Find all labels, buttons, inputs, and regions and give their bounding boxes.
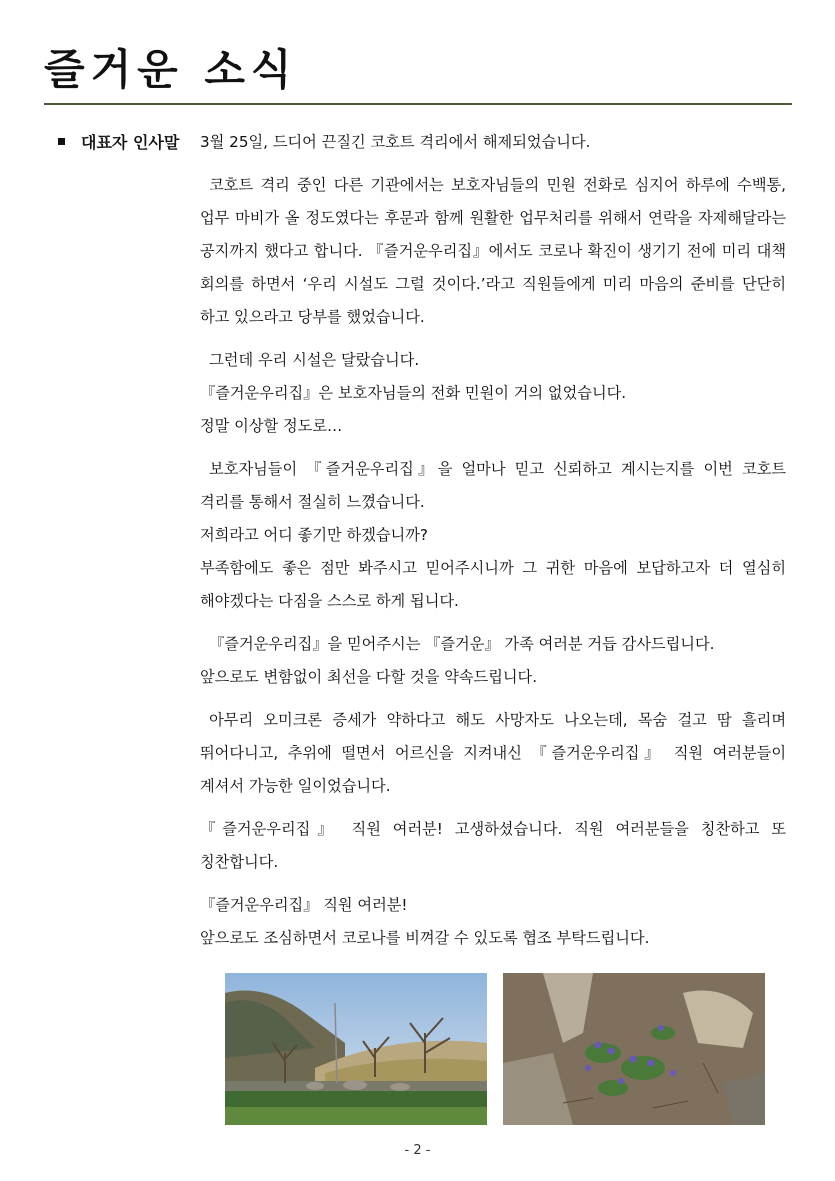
square-bullet-icon [58, 138, 65, 145]
paragraph-3-line-2: 『즐거운우리집』은 보호자님들의 전화 민원이 거의 없었습니다. [200, 384, 627, 402]
paragraph-7: 『즐거운우리집』 직원 여러분! 고생하셨습니다. 직원 여러분들을 칭찬하고 또 칭찬합니다. [200, 820, 786, 871]
paragraph-6: 아무리 오미크론 증세가 약하다고 해도 사망자도 나오는데, 목숨 걸고 땀 흘리며 뛰어다니고, 추위에 떨면서 어르신을 지켜내신 『즐거운우리집』 직원 여러분들이 계셔서 가능한 일이었습니다. [200, 711, 786, 795]
page-title: 즐거운 소식 [44, 45, 298, 94]
paragraph-8-line-2: 앞으로도 조심하면서 코로나를 비껴갈 수 있도록 협조 부탁드립니다. [200, 929, 650, 947]
paragraph-3-line-3: 정말 이상할 정도로… [200, 417, 343, 435]
paragraph-3-line-1: 그런데 우리 시설은 달랐습니다. [209, 351, 420, 369]
violets-ground-illustration [503, 973, 765, 1125]
section-heading [58, 130, 179, 156]
greeting-body [200, 126, 786, 955]
paragraph-4-line-1: 보호자님들이 『즐거운우리집』을 얼마나 믿고 신뢰하고 계시는지를 이번 코호트 격리를 통해서 절실히 느꼈습니다. [200, 460, 786, 511]
paragraph-4-line-2: 저희라고 어디 좋기만 하겠습니까? [200, 526, 428, 544]
photo-hillside-garden [225, 973, 487, 1125]
hillside-garden-illustration [225, 973, 487, 1125]
paragraph-4-line-3: 부족함에도 좋은 점만 봐주시고 믿어주시니까 그 귀한 마음에 보답하고자 더 열심히 해야겠다는 다짐을 스스로 하게 됩니다. [200, 559, 786, 610]
paragraph-8-line-1: 『즐거운우리집』 직원 여러분! [200, 896, 408, 914]
page-number: - 2 - [404, 1143, 431, 1158]
photo-violets-ground [503, 973, 765, 1125]
section-label: 대표자 인사말 [81, 133, 180, 152]
paragraph-1: 3월 25일, 드디어 끈질긴 코호트 격리에서 해제되었습니다. [200, 133, 591, 151]
title-divider [44, 103, 792, 105]
paragraph-2: 코호트 격리 중인 다른 기관에서는 보호자님들의 민원 전화로 심지어 하루에 수백통, 업무 마비가 올 정도였다는 후문과 함께 원활한 업무처리를 위해서 연락을 자제해달라는 공지까지 했다고 합니다. 『즐거운우리집』에서도 코로나 확진이 생기기 전에 미리 대책 회의를 하면서 ‘우리 시설도 그럴 것이다.’라고 직원들에게 미리 마음의 준비를 단단히 하고 있으라고 당부를 했었습니다. [200, 176, 786, 326]
paragraph-5-line-1: 『즐거운우리집』을 믿어주시는 『즐거운』 가족 여러분 거듭 감사드립니다. [209, 635, 715, 653]
paragraph-5-line-2: 앞으로도 변함없이 최선을 다할 것을 약속드립니다. [200, 668, 538, 686]
